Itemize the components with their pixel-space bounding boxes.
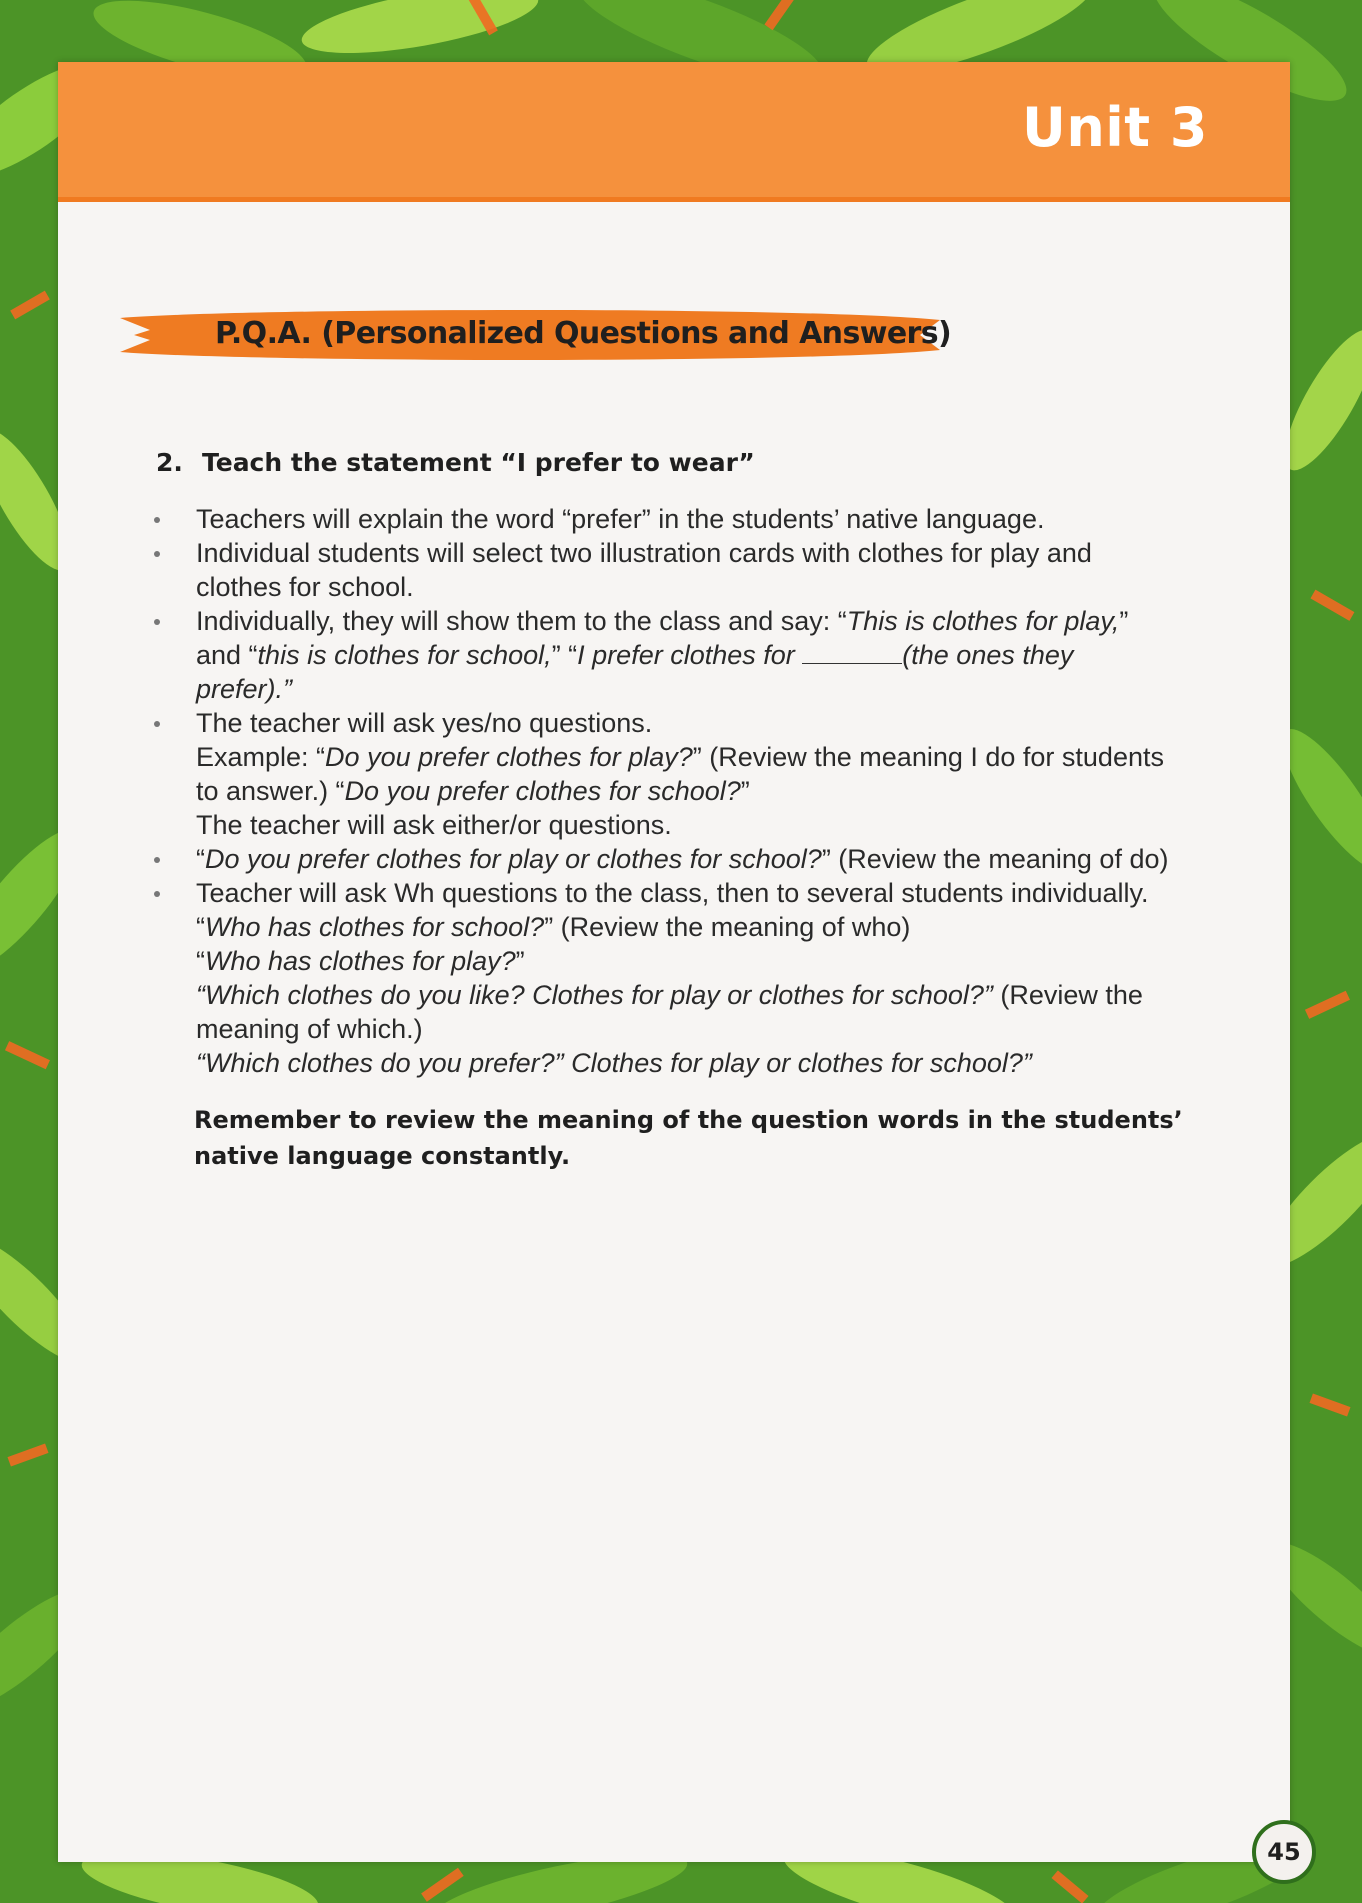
bullet-6-text-line5: meaning of which.)	[196, 1014, 423, 1044]
reminder-line-1: Remember to review the meaning of the question words in the students’	[194, 1106, 1183, 1134]
unit-header-bar	[58, 62, 1290, 202]
bullet-1-text: Teachers will explain the word “prefer” in the students’ native language.	[196, 504, 1045, 534]
step-heading	[156, 448, 755, 477]
bullet-4-text-line2: Example: “Do you prefer clothes for play?” (Review the meaning I do for students	[196, 742, 1164, 772]
section-banner-title: P.Q.A. (Personalized Questions and Answers)	[215, 316, 952, 351]
bullet-dot-3	[154, 619, 164, 629]
bullet-4-text-line1: The teacher will ask yes/no questions.	[196, 708, 653, 738]
unit-title: Unit 3	[1022, 96, 1208, 159]
step-title: Teach the statement “I prefer to wear”	[202, 448, 755, 477]
bullet-dot-1	[154, 517, 164, 527]
fill-in-blank	[802, 639, 902, 664]
bullet-6-text-line4: “Which clothes do you like? Clothes for play or clothes for school?” (Review the	[196, 980, 1143, 1010]
page-number-badge	[1244, 1812, 1324, 1892]
bullet-6-text-line1: Teacher will ask Wh questions to the class, then to several students individually.	[196, 878, 1149, 908]
page-number: 45	[1252, 1820, 1316, 1884]
reminder-line-2: native language constantly.	[194, 1142, 571, 1170]
bullet-dot-5	[154, 857, 164, 867]
bullet-dot-6	[154, 891, 164, 901]
bullet-3-text-line2: and “this is clothes for school,” “I prefer clothes for (the ones they	[196, 640, 1074, 670]
bullet-6-text-line3: “Who has clothes for play?”	[196, 946, 525, 976]
step-number: 2.	[156, 448, 183, 477]
bullet-6-text-line2: “Who has clothes for school?” (Review the meaning of who)	[196, 912, 911, 942]
bullet-6-text-line6: “Which clothes do you prefer?” Clothes for play or clothes for school?”	[196, 1048, 1032, 1078]
bullet-4-text-line3: to answer.) “Do you prefer clothes for school?”	[196, 776, 750, 806]
bullet-4-text-line4: The teacher will ask either/or questions.	[196, 810, 672, 840]
bullet-5-text: “Do you prefer clothes for play or clothes for school?” (Review the meaning of do)	[196, 844, 1169, 874]
bullet-3-text-line1: Individually, they will show them to the class and say: “This is clothes for play,”	[196, 606, 1129, 636]
bullet-2-text-line1: Individual students will select two illustration cards with clothes for play and	[196, 538, 1092, 568]
worksheet-page	[58, 62, 1290, 1862]
section-banner	[120, 306, 952, 364]
bullet-dot-4	[154, 721, 164, 731]
reminder-note	[194, 1102, 1183, 1174]
bullet-3-text-line3: prefer).”	[196, 674, 293, 704]
bullet-dot-2	[154, 551, 164, 561]
bullet-2-text-line2: clothes for school.	[196, 572, 414, 602]
